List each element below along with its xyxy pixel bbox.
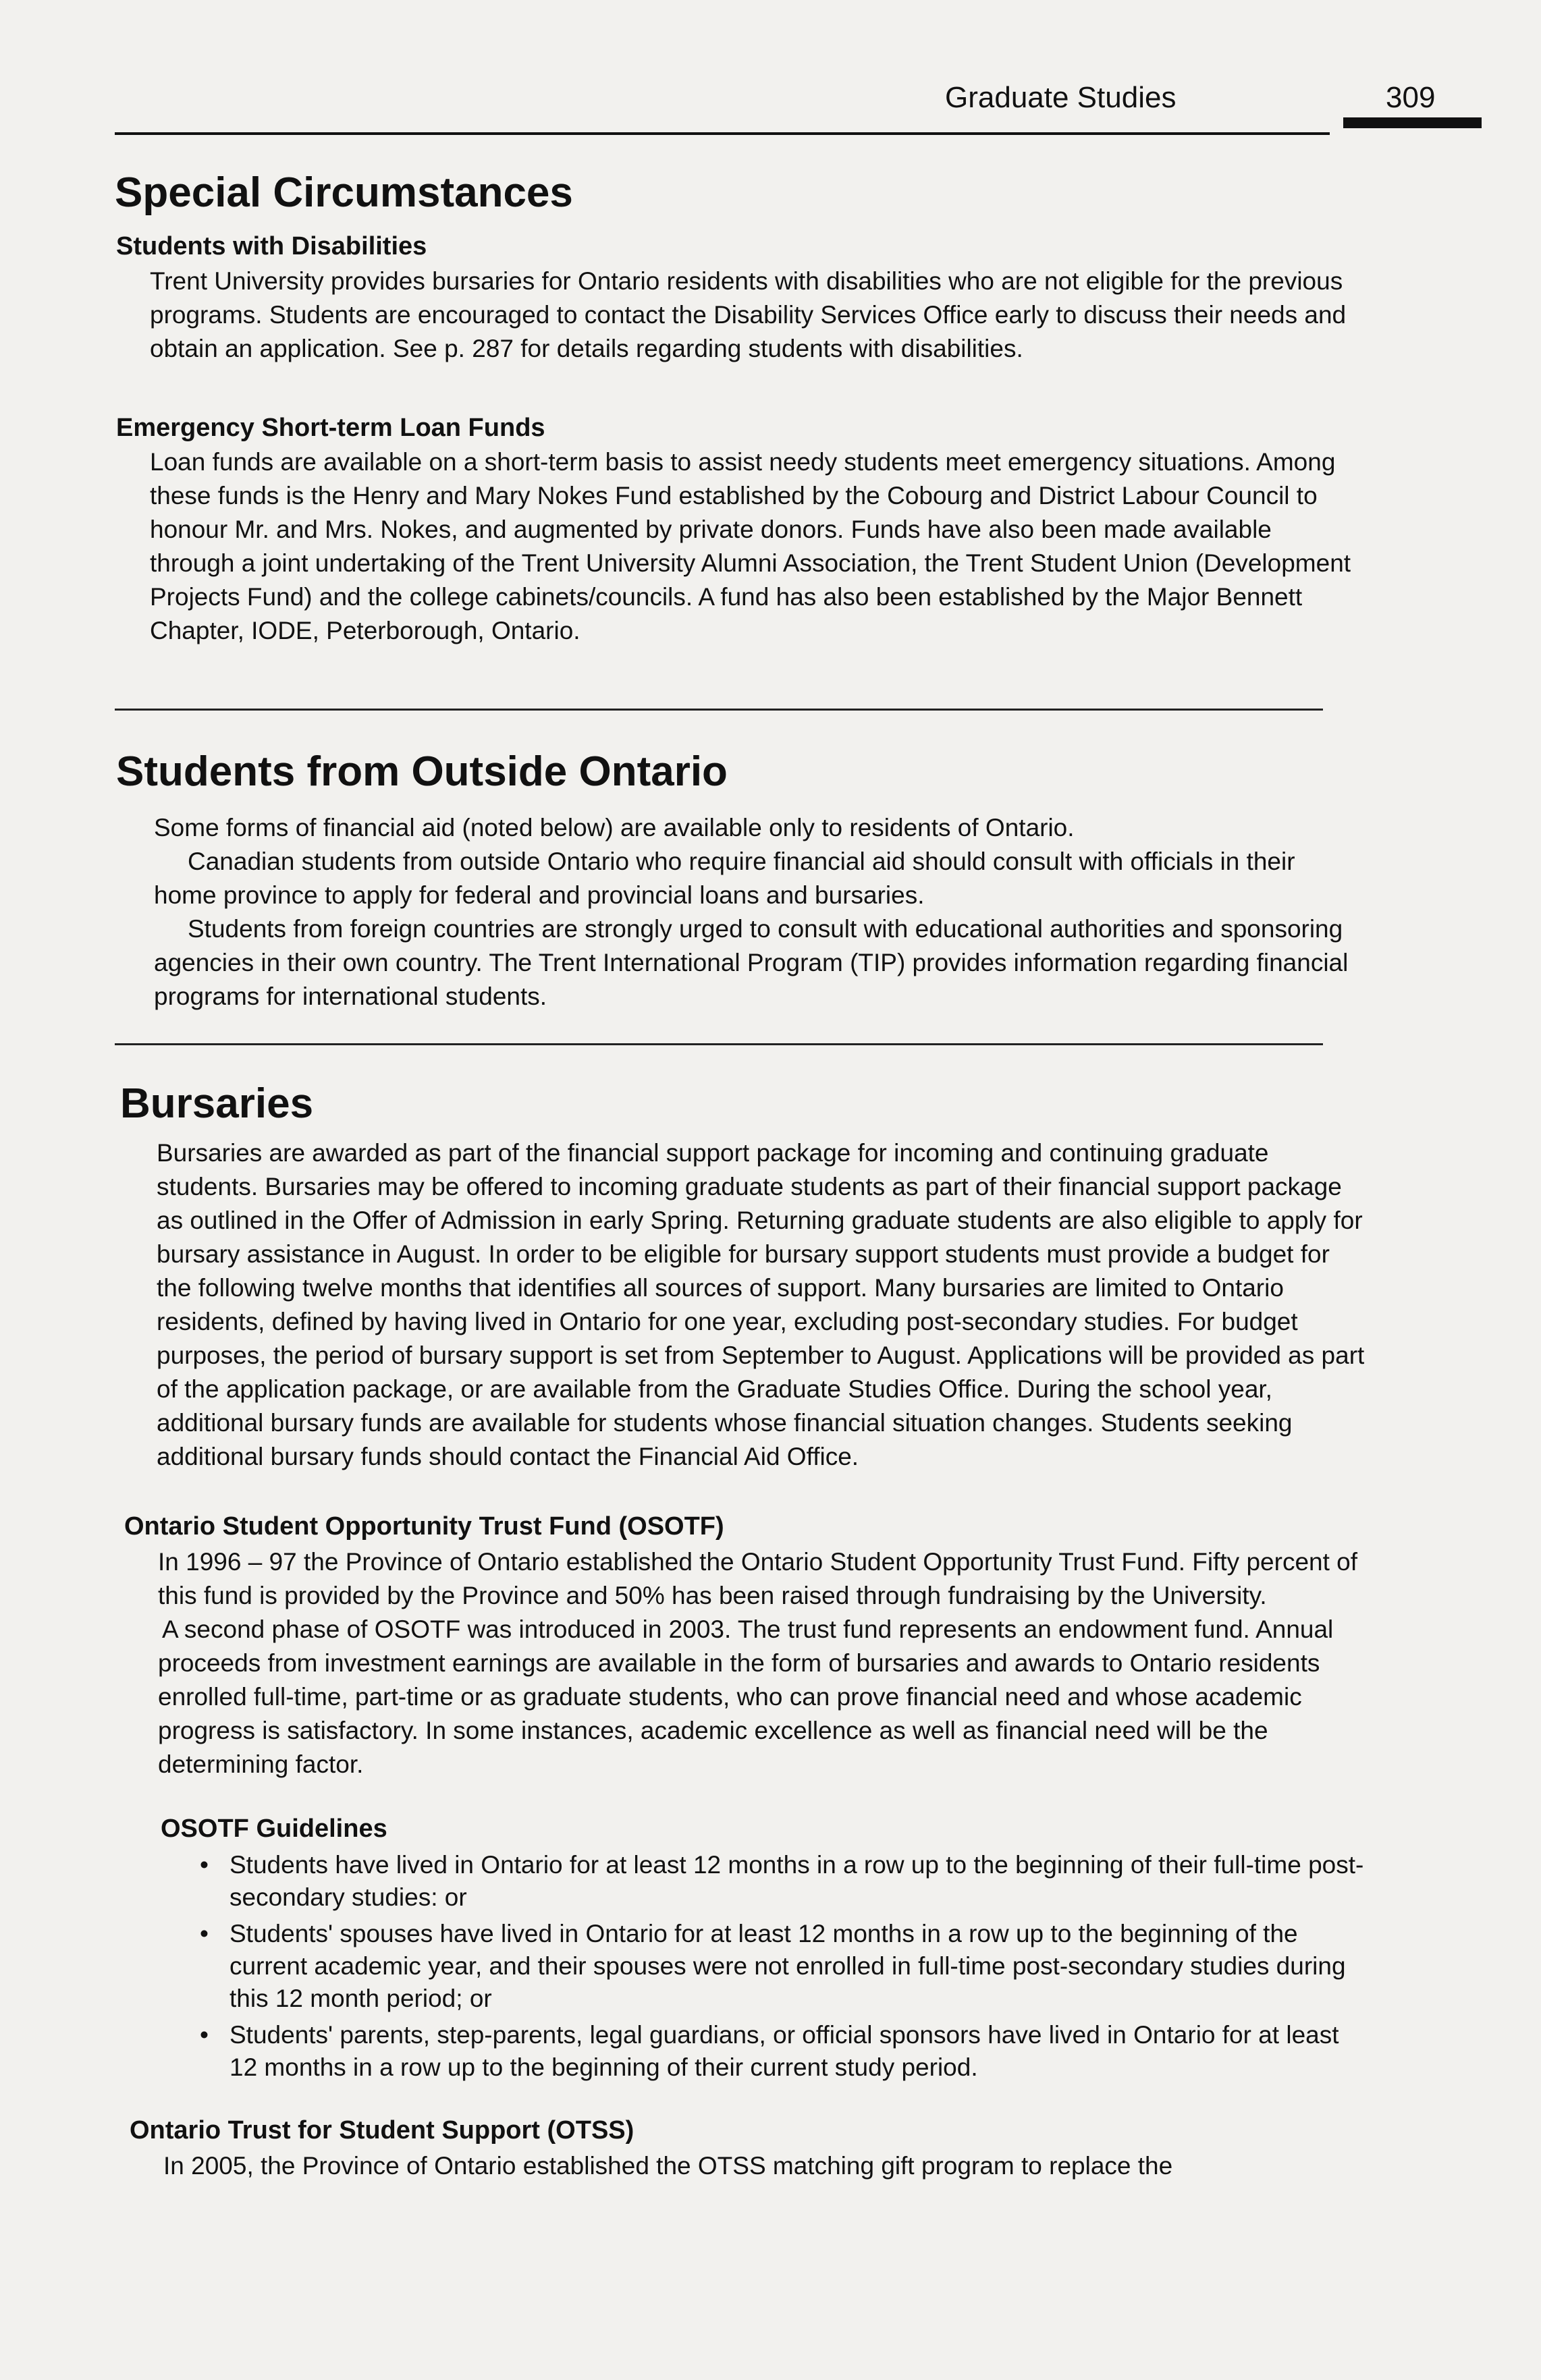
paragraph-osotf-1: In 1996 – 97 the Province of Ontario established the Ontario Student Opportunity Trust Fund. Fifty percent of this fund is provided by the Province and 50% has been raised through fundraising by the University. [158, 1548, 1358, 1609]
header-rule-thick [1343, 117, 1482, 128]
paragraph-outside-1: Some forms of financial aid (noted below) are available only to residents of Ontario. [154, 814, 1075, 841]
osotf-guidelines-list [169, 1849, 1370, 2088]
paragraph-outside-2: Canadian students from outside Ontario who require financial aid should consult with officials in their home province to apply for federal and provincial loans and bursaries. [154, 848, 1295, 909]
section-title-outside-ontario: Students from Outside Ontario [116, 748, 728, 795]
header-rule [115, 132, 1330, 135]
section-title-special-circumstances: Special Circumstances [115, 169, 573, 216]
bullet-glyph: • [200, 1920, 209, 1947]
running-header-title: Graduate Studies [945, 81, 1177, 114]
paragraph-emergency-loan-funds: Loan funds are available on a short-term basis to assist needy students meet emergency situations. Among these funds is the Henry and Mary Nokes Fund established by the Cobourg and District Labour Council to honour Mr. and Mrs. Nokes, and augmented by private donors. Funds have also been made available through a joint undertaking of the Trent University Alumni Association, the Trent Student Union (Development Projects Fund) and the college cabinets/councils. A fund has also been established by the Major Bennett Chapter, IODE, Peterborough, Ontario. [150, 448, 1351, 644]
bullet-glyph: • [200, 2021, 209, 2049]
paragraph-group-outside-ontario [154, 811, 1355, 1014]
page-number: 309 [1386, 81, 1436, 114]
list-item: • Students' parents, step-parents, legal guardians, or official sponsors have lived in Ontario for at least 12 months in a row up to the beginning of their current study period. [169, 2019, 1370, 2084]
bullet-glyph: • [200, 1851, 209, 1879]
subheading-osotf: Ontario Student Opportunity Trust Fund (OSOTF) [124, 1512, 724, 1541]
section-title-bursaries: Bursaries [120, 1080, 314, 1127]
subheading-otss: Ontario Trust for Student Support (OTSS) [130, 2116, 634, 2144]
subheading-emergency-loan-funds: Emergency Short-term Loan Funds [116, 414, 545, 442]
paragraph-bursaries-intro: Bursaries are awarded as part of the financial support package for incoming and continuing graduate students. Bursaries may be offered to incoming graduate students as part of their financial support package as outlined in the Offer of Admission in early Spring. Returning graduate students are also eligible to apply for bursary assistance in August. In order to be eligible for bursary support students must provide a budget for the following twelve months that identifies all sources of support. Many bursaries are limited to Ontario residents, defined by having lived in Ontario for one year, excluding post-secondary studies. For budget purposes, the period of bursary support is set from September to August. Applications will be provided as part of the application package, or are available from the Graduate Studies Office. During the school year, additional bursary funds are available for students whose financial situation changes. Students seeking additional bursary funds should contact the Financial Aid Office. [157, 1139, 1365, 1470]
paragraph-osotf-2: A second phase of OSOTF was introduced in 2003. The trust fund represents an endowment fund. Annual proceeds from investment earnings are available in the form of bursaries and awards to Ontario residents enrolled full-time, part-time or as graduate students, who can prove financial need and whose academic progress is satisfactory. In some instances, academic excellence as well as financial need will be the determining factor. [158, 1615, 1334, 1778]
paragraph-otss: In 2005, the Province of Ontario established the OTSS matching gift program to replace the [163, 2152, 1173, 2180]
subheading-students-with-disabilities: Students with Disabilities [116, 232, 427, 260]
subheading-osotf-guidelines: OSOTF Guidelines [161, 1815, 387, 1843]
running-header [115, 74, 1436, 135]
section-divider [115, 1043, 1323, 1045]
paragraph-disabilities: Trent University provides bursaries for Ontario residents with disabilities who are not eligible for the previous programs. Students are encouraged to contact the Disability Services Office early to discuss their needs and obtain an application. See p. 287 for details regarding students with disabilities. [150, 267, 1347, 362]
section-divider [115, 709, 1323, 711]
list-item: • Students' spouses have lived in Ontario for at least 12 months in a row up to the beginning of the current academic year, and their spouses were not enrolled in full-time post-secondary studies during this 12 month period; or [169, 1918, 1370, 2015]
paragraph-outside-3: Students from foreign countries are strongly urged to consult with educational authorities and sponsoring agencies in their own country. The Trent International Program (TIP) provides information regarding financial programs for international students. [154, 915, 1349, 1010]
list-item: • Students have lived in Ontario for at least 12 months in a row up to the beginning of their full-time post-secondary studies: or [169, 1849, 1370, 1914]
paragraph-group-osotf [158, 1545, 1366, 1781]
